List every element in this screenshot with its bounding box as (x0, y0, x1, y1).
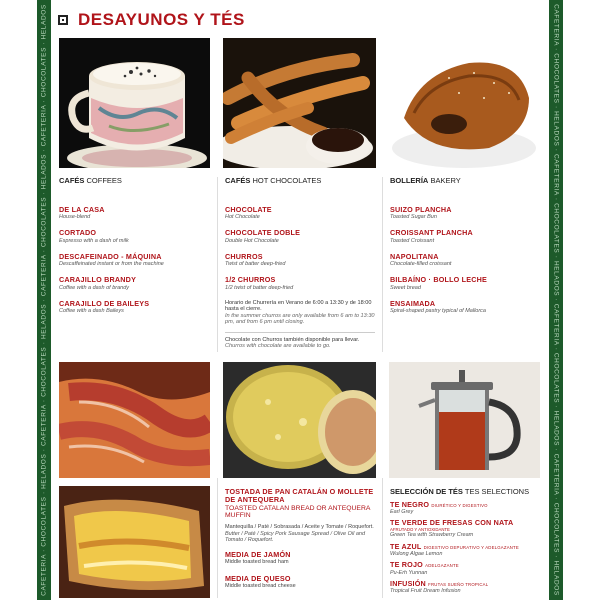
menu-item: TE VERDE DE FRESAS CON NATA AFRUTADO Y ANTIOXIDANTE Green Tea with Strawberry Cream (390, 518, 514, 539)
column-divider (382, 478, 383, 598)
ham-toast-photo (59, 362, 210, 478)
olive-oil-toast-photo (223, 362, 376, 478)
takeaway-note: Chocolate con Churros también disponible para llevar. Churros with chocolate are available to go. (225, 336, 360, 350)
menu-item: INFUSIÓN FRUTAS SUEÑO TROPICAL Tropical Fruit Dream Infusion (390, 578, 489, 595)
right-decorative-border: CAFETERIA · CHOCOLATES · HELADOS · CAFETERIA · CHOCOLATES · HELADOS · CAFETERIA · CHOCOLATES · HELADOS · CAFETERIA · CHOCOLATES · HELADOS (549, 0, 563, 600)
page-header (58, 10, 245, 30)
toast-title: TOSTADA DE PAN CATALÁN O MOLLETE DE ANTEQUERA (225, 487, 374, 505)
menu-item: NAPOLITANA Chocolate-filled croissant (390, 251, 452, 268)
cheese-toast-photo (59, 486, 210, 598)
toast-title-english: TOASTED CATALAN BREAD OR ANTEQUERA MUFFIN (225, 504, 371, 520)
menu-item: CHOCOLATE DOBLE Double Hot Chocolate (225, 228, 301, 244)
toast-ingredients-english: Butter / Paté / Spicy Pork Sausage Spread / Olive Oil and Tomato / Roquefort. (225, 530, 366, 543)
menu-item: ENSAIMADA Spiral-shaped pastry typical of Mallorca (390, 299, 486, 315)
teapot-photo (389, 362, 540, 478)
column-divider (217, 478, 218, 598)
menu-item: DE LA CASA House-blend (59, 204, 105, 220)
page-title: DESAYUNOS Y TÉS (78, 10, 245, 29)
menu-item: CARAJILLO DE BAILEYS Coffee with a dash Baileys (59, 299, 150, 315)
menu-item: TE AZUL DIGESTIVO DEPURATIVO Y ADELGAZANTE Wulong Algae Lemon (390, 541, 519, 558)
hot-chocolates-heading: CAFÉS HOT CHOCOLATES (225, 176, 322, 185)
menu-item: CHOCOLATE Hot Chocolate (225, 204, 272, 220)
column-divider (382, 177, 383, 352)
bakery-section (390, 177, 540, 324)
left-decorative-border: CAFETERIA · CHOCOLATES · HELADOS · CAFETERIA · CHOCOLATES · HELADOS · CAFETERIA · CHOCOLATES · HELADOS · CAFETERIA · CHOCOLATES · HELADOS (37, 0, 51, 600)
toast-section (225, 488, 375, 598)
pastry-photo (389, 38, 540, 168)
menu-item: MEDIA DE JAMÓN Middle toasted bread ham (225, 550, 291, 566)
menu-item: CROISSANT PLANCHA Toasted Croissant (390, 228, 473, 244)
menu-item: MEDIA DE QUESO Middle toasted bread cheese (225, 573, 296, 589)
bakery-heading: BOLLERÍA BAKERY (390, 176, 461, 185)
tea-section (390, 488, 540, 595)
menu-item: TE ROJO ADELGAZANTE Pu-Erh Yunnan (390, 560, 459, 576)
menu-item: DESCAFEINADO - MÁQUINA Descaffeinated instant or from the machine (59, 251, 164, 268)
churros-photo (223, 38, 376, 168)
coffees-heading: CAFÉS COFFEES (59, 176, 122, 185)
hot-chocolates-section (225, 177, 375, 356)
menu-item: BILBAÍNO · BOLLO LECHE Sweet bread (390, 275, 488, 291)
menu-item: SUIZO PLANCHA Toasted Sugar Bun (390, 204, 452, 220)
menu-item: CARAJILLO BRANDY Coffee with a dash of brandy (59, 275, 137, 291)
menu-item: CHURROS Twist of batter deep-fried (225, 251, 286, 268)
coffees-section (59, 177, 209, 324)
churros-schedule-note: Horario de Churrería en Verano de 6:00 a 13:30 y de 18:00 hasta el cierre. In the summer churros are only available from 6 am to 13:30 pm, and from 6 pm until closing. (225, 300, 375, 326)
column-divider (217, 177, 218, 352)
menu-item: 1/2 CHURROS 1/2 twist of batter deep-fried (225, 275, 294, 291)
menu-item: CORTADO Espresso with a dash of milk (59, 228, 129, 244)
divider (225, 332, 375, 333)
cappuccino-photo (59, 38, 210, 168)
tea-heading: SELECCIÓN DE TÉS TES SELECTIONS (390, 487, 530, 496)
square-bullet-icon (58, 15, 68, 25)
menu-item: TE NEGRO DIURÉTICO Y DIGESTIVO Earl Grey (390, 499, 488, 515)
toast-ingredients: Mantequilla / Paté / Sobrasada / Aceite y Tomate / Roquefort. (225, 524, 374, 531)
